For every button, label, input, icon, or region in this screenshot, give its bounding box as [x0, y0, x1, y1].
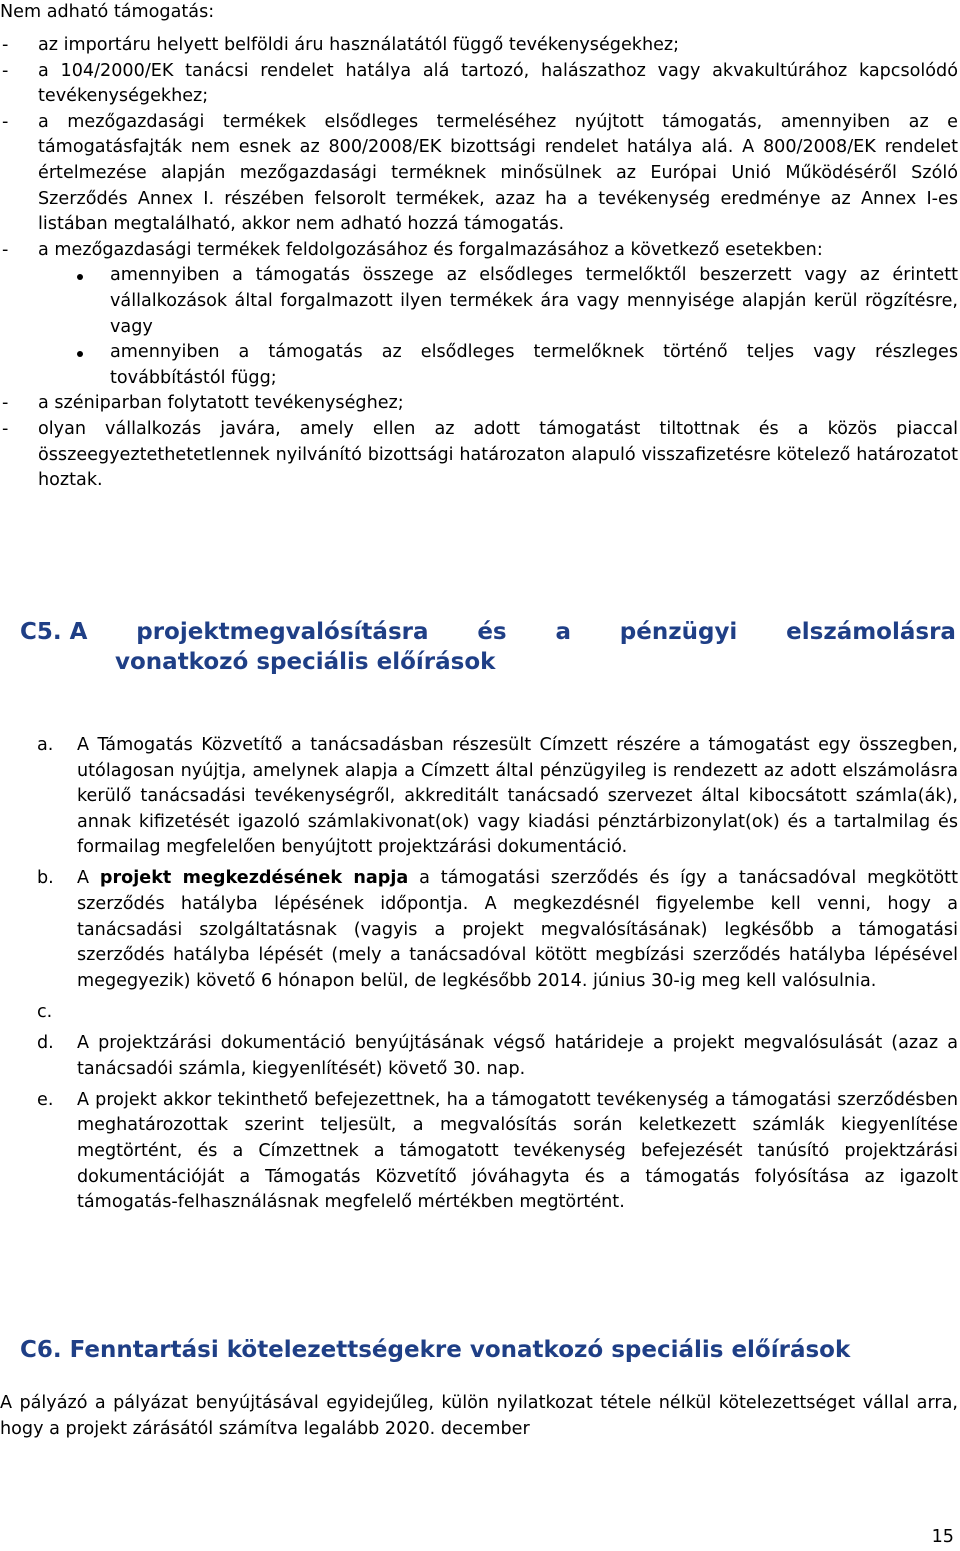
restriction-list: [0, 33, 958, 494]
list-item-text: a 104/2000/EK tanácsi rendelet hatálya alá tartozó, halászathoz vagy akvakultúrához kapcsolódó tevékenységekhez;: [38, 60, 958, 107]
list-item-text: A projektzárási dokumentáció benyújtásának végső határideje a projekt megvalósulását (azaz a tanácsadói számla, kiegyenlítését) követő 30. nap.: [77, 1033, 958, 1079]
list-item: [0, 391, 958, 417]
list-item-text: az importáru helyett belföldi áru használatától függő tevékenységekhez;: [38, 35, 680, 55]
bullet-icon: [77, 274, 83, 280]
item-marker: d.: [37, 1033, 54, 1054]
dash-marker: -: [2, 60, 9, 81]
list-item: [0, 33, 958, 59]
list-item-text: A Támogatás Közvetítő a tanácsadásban részesült Címzett részére a támogatást egy összegben, utólagosan nyújtja, amelynek alapja a Címzett által pénzügyileg is rendezett az adott elszámolásra kerülő tanácsadási tevékenységről, akkreditált tanácsadó szervezet által kibocsátott számla(ák), annak kifizetését igazoló számlakivonat(ok) vagy kiadási pénztárbizonylat(ok) és a tartalmilag és formailag megfelelően benyújtott projektzárási dokumentáció.: [77, 735, 958, 858]
closing-paragraph: A pályázó a pályázat benyújtásával egyidejűleg, külön nyilatkozat tétele nélkül kötelezettséget vállal arra, hogy a projekt zárásától számítva legalább 2020. december: [0, 1393, 958, 1439]
intro-text: Nem adható támogatás:: [0, 2, 215, 22]
page-number: 15: [931, 1527, 954, 1547]
dash-marker: -: [2, 393, 9, 414]
dash-marker: -: [2, 418, 9, 439]
list-item: [0, 1000, 958, 1026]
bullet-item: [38, 263, 958, 340]
heading-word: C5. A: [20, 619, 88, 645]
list-item-text: [77, 1002, 83, 1022]
heading-line: [20, 617, 956, 647]
dash-marker: -: [2, 35, 9, 55]
list-item-text: A projekt akkor tekinthető befejezettnek, ha a támogatott tevékenység a támogatási szerződésben meghatározottak szerint teljesült, a megvalósítás során keletkezett számlák kiegyenlítése megtörtént, és a Címzettnek a támogatott tevékenység befejezését tanúsító projektzárási dokumentációját a Támogatás Közvetítő jóváhagyta és a támogatás folyósítása az igazolt támogatás-felhasználásnak megfelelő mértékben megtörtént.: [77, 1089, 958, 1213]
heading-word: elszámolásra: [786, 619, 956, 645]
list-item: [0, 59, 958, 110]
list-item-text: a mezőgazdasági termékek feldolgozásához és forgalmazásához a következő esetekben:: [38, 239, 823, 260]
list-item: [0, 733, 958, 861]
list-item: [0, 866, 958, 994]
heading-word: projektmegvalósításra: [136, 619, 429, 645]
item-marker: c.: [37, 1001, 53, 1022]
dash-marker: -: [2, 111, 9, 132]
item-marker: a.: [37, 735, 54, 755]
heading-word: pénzügyi: [619, 619, 738, 645]
list-item: [0, 110, 958, 238]
list-item: [0, 1031, 958, 1082]
settlement-rules-list: [0, 733, 958, 1216]
list-item: [0, 417, 958, 494]
heading-word: és: [477, 619, 507, 645]
list-item-text: a mezőgazdasági termékek elsődleges termeléséhez nyújtott támogatás, amennyiben az e támogatásfajták nem esnek az 800/2008/EK bizottsági rendelet hatálya alá. A 800/2008/EK rendelet értelmezése alapján mezőgazdasági terméknek minősülnek az Európai Unió Működéséről Szóló Szerződés Annex I. részében felsorolt termékek, azaz ha a tevékenység eredménye az Annex I-es listában megtalálható, akkor nem adható hozzá támogatás.: [38, 111, 958, 235]
list-item: [0, 1088, 958, 1216]
list-item-text-start: A: [77, 868, 100, 889]
sub-bullet-list: [38, 263, 958, 391]
bullet-text: amennyiben a támogatás az elsődleges termelőknek történő teljes vagy részleges továbbítástól függ;: [110, 342, 958, 388]
item-marker: b.: [37, 868, 54, 889]
section-heading-c5: [20, 617, 956, 677]
list-item-text-rest: a támogatási szerződés és így a tanácsadóval megkötött szerződés hatályba lépésének időpontja. A megkezdésnél figyelembe kell venni, hogy a tanácsadási szolgáltatásnak (vagyis a projekt megvalósításának) legkésőbb a támogatási szerződés hatályba lépését (mely a tanácsadóval kötött megbízási szerződés hatályba lépésével megegyezik) követő 6 hónapon belül, de legkésőbb 2014. június 30-ig meg kell valósulnia.: [77, 868, 958, 991]
bullet-icon: [77, 351, 83, 357]
list-item-text: olyan vállalkozás javára, amely ellen az adott támogatást tiltottnak és a közös piaccal összeegyeztethetetlennek nyilvánító bizottsági határozaton alapuló visszafizetésre kötelező határozatot hoztak.: [38, 418, 958, 491]
bullet-text: amennyiben a támogatás összege az elsődleges termelőktől beszerzett vagy az érintett vállalkozások által forgalmazott ilyen termékek ára vagy mennyisége alapján kerül rögzítésre, vagy: [110, 265, 958, 337]
heading-word: a: [555, 619, 571, 645]
bullet-item: [38, 340, 958, 391]
list-item: [0, 238, 958, 392]
dash-marker: -: [2, 239, 9, 260]
section-heading-c6: C6. Fenntartási kötelezettségekre vonatkozó speciális előírások: [20, 1337, 851, 1363]
list-item-text: a széniparban folytatott tevékenységhez;: [38, 393, 404, 414]
heading-line: vonatkozó speciális előírások: [115, 649, 496, 675]
item-marker: e.: [37, 1089, 54, 1110]
emphasis-text: projekt megkezdésének napja: [99, 868, 409, 889]
